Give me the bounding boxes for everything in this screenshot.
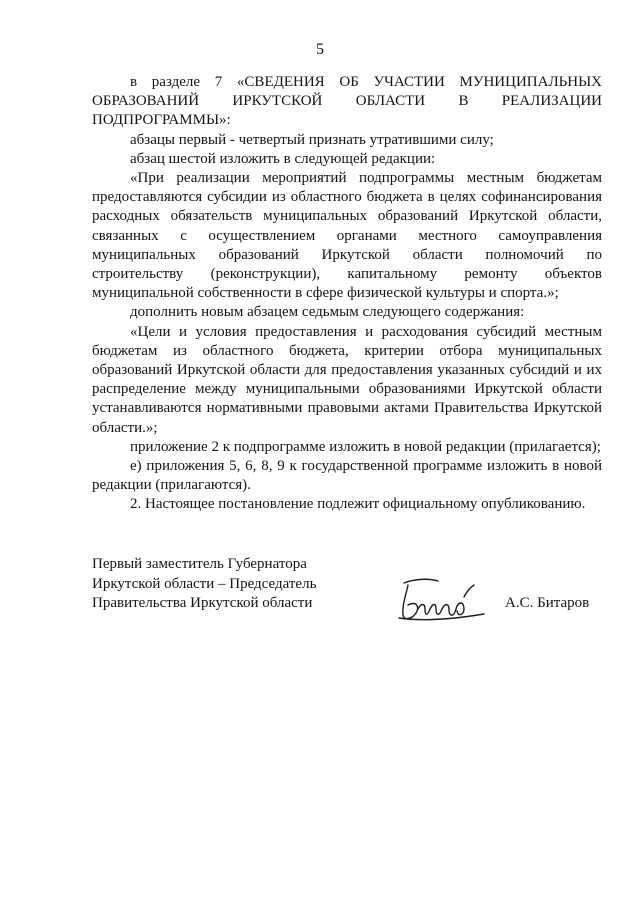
signer-title [92,555,392,614]
paragraph-quote-subsidies: «При реализации мероприятий подпрограммы местным бюджетам предоставляются субсидии из областного бюджета в целях софинансирования расходных обязательств муниципальных образований Иркутской области, связанных с осуществлением органами местного самоуправления муниципальных образований Иркутской области полномочий по строительству (реконструкции), капитальному ремонту объектов муниципальной собственности в сфере физической культуры и спорта.»; [92,170,602,302]
signer-title-line: Правительства Иркутской области [92,595,313,611]
page-number: 5 [316,41,324,58]
signature-block [92,555,612,635]
paragraph-appendix-2: приложение 2 к подпрограмме изложить в новой редакции (прилагается); [130,438,601,455]
paragraph-quote-goals: «Цели и условия предоставления и расходования субсидий местным бюджетам из областного бюджета, критерии отбора муниципальных образований Иркутской области для предоставления указанных субсидий и их распределение между муниципальными образованиями Иркутской области устанавливаются нормативными правовыми актами Правительства Иркутской области.»; [92,323,602,436]
signer-name: А.С. Битаров [505,595,590,611]
paragraph-abzatsy-1-4: абзацы первый - четвертый признать утратившими силу; [130,131,494,148]
handwritten-signature-icon [394,573,490,623]
document-body [92,73,602,515]
signer-title-line: Первый заместитель Губернатора [92,556,307,572]
paragraph-appendices-5-9: е) приложения 5, 6, 8, 9 к государственной программе изложить в новой редакции (прилагаются). [92,458,602,494]
paragraph-add-abzats-7: дополнить новым абзацем седьмым следующего содержания: [130,304,525,321]
paragraph-abzats-6: абзац шестой изложить в следующей редакции: [130,150,436,167]
paragraph-section-7-heading: в разделе 7 «СВЕДЕНИЯ ОБ УЧАСТИИ МУНИЦИПАЛЬНЫХ ОБРАЗОВАНИЙ ИРКУТСКОЙ ОБЛАСТИ В РЕАЛИЗАЦИИ ПОДПРОГРАММЫ»: [92,74,602,129]
paragraph-publication: 2. Настоящее постановление подлежит официальному опубликованию. [130,496,586,513]
signer-title-line: Иркутской области – Председатель [92,575,317,592]
